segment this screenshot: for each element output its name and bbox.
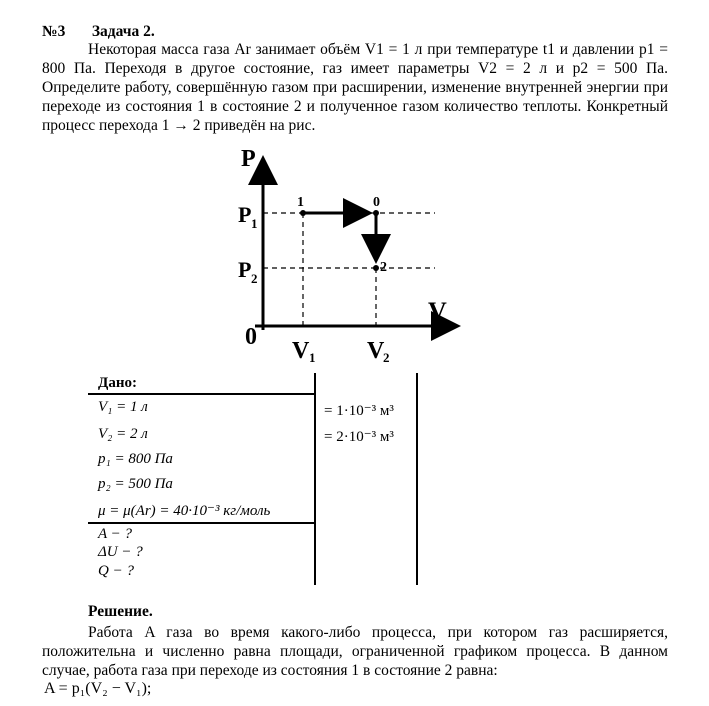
p1-subscript: 1 bbox=[251, 216, 258, 231]
point-1 bbox=[300, 210, 306, 216]
point-2-label: 2 bbox=[380, 260, 387, 275]
origin-label: 0 bbox=[245, 324, 257, 350]
given-top-rule bbox=[88, 393, 314, 395]
given-row: μ = μ(Ar) = 40·10⁻³ кг/моль bbox=[98, 503, 271, 519]
v1-subscript: 1 bbox=[309, 350, 316, 365]
work-formula: A = p₁(V₂ − V₁); bbox=[44, 680, 152, 697]
x-axis-label: V bbox=[428, 297, 447, 326]
v2-subscript: 2 bbox=[383, 350, 390, 365]
find-rule bbox=[88, 522, 314, 524]
given-divider bbox=[314, 373, 316, 585]
task-header bbox=[42, 23, 155, 41]
given-row: p₁ = 800 Па bbox=[98, 451, 173, 467]
given-table bbox=[88, 373, 418, 585]
si-row: = 2·10⁻³ м³ bbox=[324, 429, 394, 445]
si-divider bbox=[416, 373, 418, 585]
solution-title: Решение. bbox=[88, 603, 153, 620]
find-row: A − ? bbox=[98, 526, 133, 542]
p1-label: P bbox=[238, 202, 252, 227]
given-row: V₁ = 1 л bbox=[98, 399, 148, 415]
find-row: ΔU − ? bbox=[98, 544, 143, 560]
p2-label: P bbox=[238, 257, 252, 282]
v1-label: V bbox=[292, 338, 310, 364]
p2-subscript: 2 bbox=[251, 271, 258, 286]
v2-label: V bbox=[367, 338, 385, 364]
find-row: Q − ? bbox=[98, 563, 134, 579]
y-axis-label: P bbox=[241, 146, 256, 172]
point-2 bbox=[373, 265, 379, 271]
solution-text: Работа A газа во время какого-либо процесса, при котором газ расширяется, положительна и численно равна площади, ограниченной графиком процесса. В данном случае, работа газа при переходе из состояния 1 в состояние 2 равна: bbox=[42, 624, 668, 679]
pv-diagram bbox=[230, 140, 470, 365]
point-0-label: 0 bbox=[373, 195, 380, 210]
problem-text: Некоторая масса газа Ar занимает объём V1 = 1 л при температуре t1 и давлении p1 = 800 Па. Переходя в другое состояние, газ имеет параметры V2 = 2 л и p2 = 500 Па. Определите работу, совершённую газом при расширении, изменение внутренней энергии при переходе из состояния 1 в состояние 2 и полученное газом количество теплоты. Конкретный процесс перехода 1 → 2 приведён на рис. bbox=[42, 41, 668, 134]
given-row: V₂ = 2 л bbox=[98, 426, 148, 442]
given-row: p₂ = 500 Па bbox=[98, 476, 173, 492]
task-number: №3 bbox=[42, 23, 66, 40]
si-row: = 1·10⁻³ м³ bbox=[324, 403, 394, 419]
point-0 bbox=[373, 210, 379, 216]
given-title: Дано: bbox=[98, 375, 137, 391]
point-1-label: 1 bbox=[297, 195, 304, 210]
task-title: Задача 2. bbox=[91, 23, 155, 40]
